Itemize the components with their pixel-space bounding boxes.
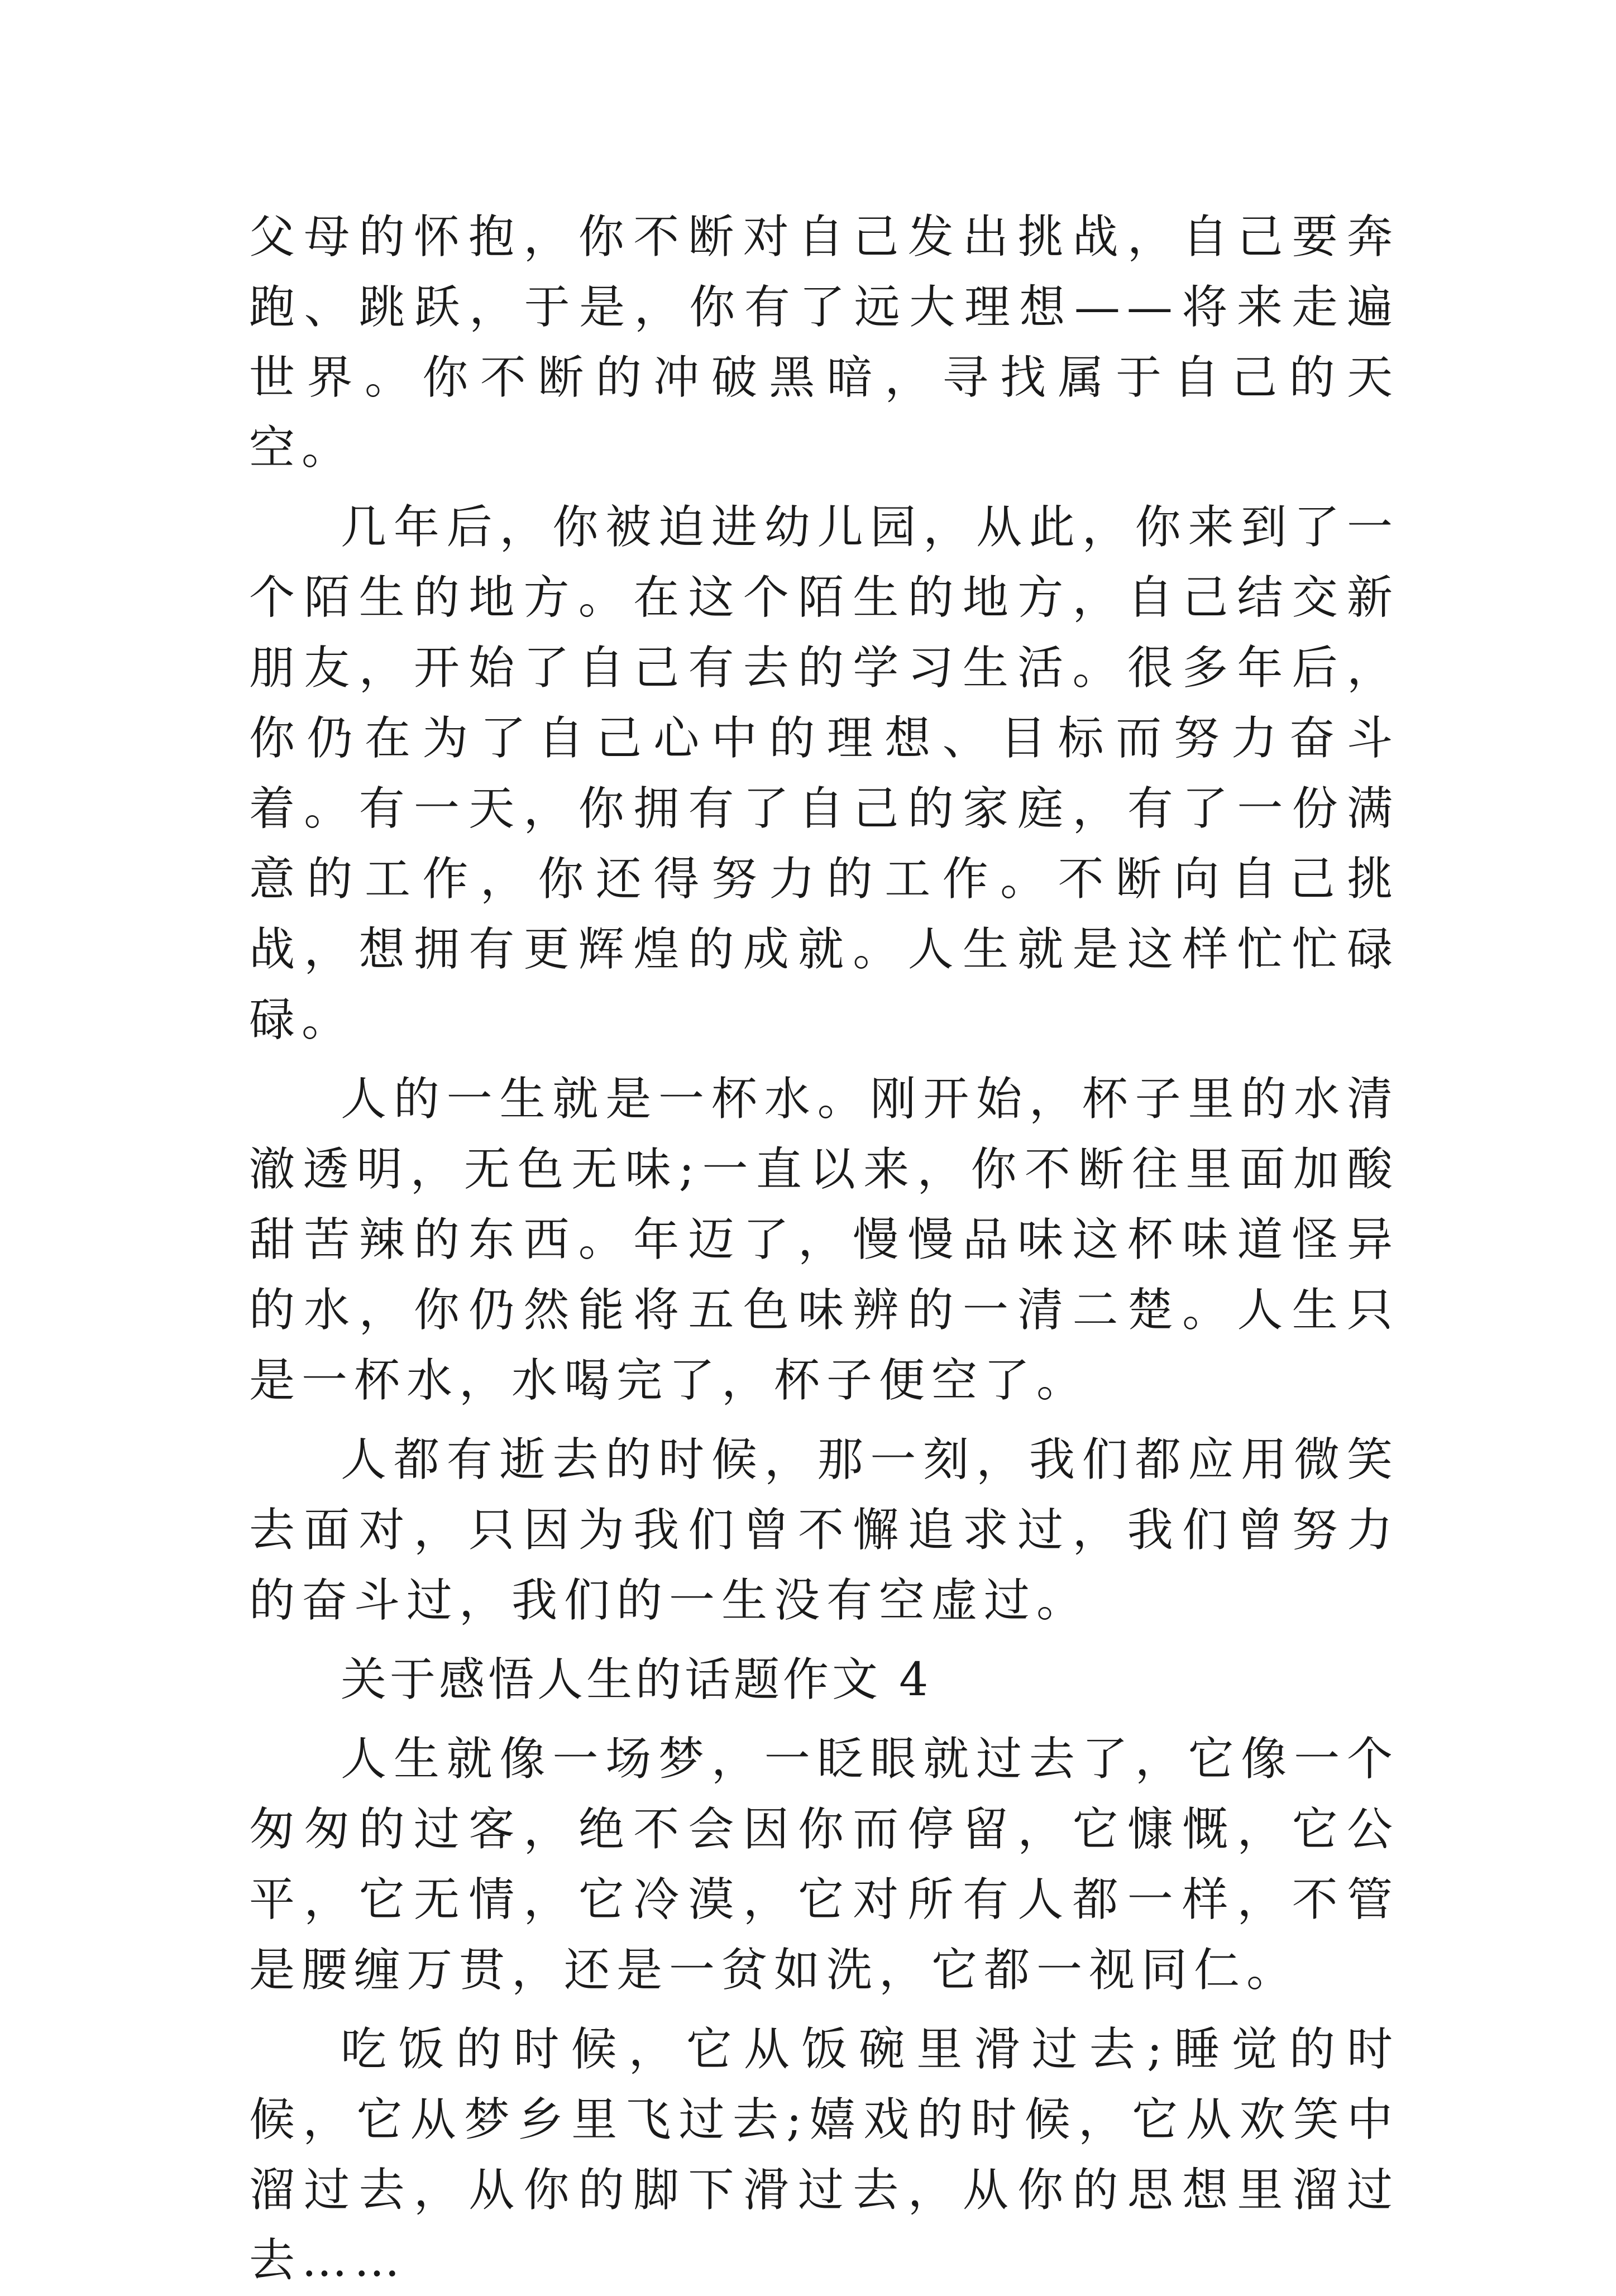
document-body <box>249 202 1399 2296</box>
paragraph-3: 人的一生就是一杯水。刚开始，杯子里的水清澈透明，无色无味;一直以来，你不断往里面加酸甜苦辣的东西。年迈了，慢慢品味这杯味道怪异的水，你仍然能将五色味辨的一清二楚。人生只是一杯水，水喝完了，杯子便空了。 <box>249 1073 1399 1407</box>
paragraph-5: 人生就像一场梦，一眨眼就过去了，它像一个匆匆的过客，绝不会因你而停留，它慷慨，它公平，它无情，它冷漠，它对所有人都一样，不管是腰缠万贯，还是一贫如洗，它都一视同仁。 <box>249 1733 1399 1997</box>
section-heading: 关于感悟人生的话题作文 4 <box>341 1653 932 1706</box>
paragraph-2: 几年后，你被迫进幼儿园，从此，你来到了一个陌生的地方。在这个陌生的地方，自己结交新朋友，开始了自己有去的学习生活。很多年后，你仍在为了自己心中的理想、目标而努力奋斗着。有一天，你拥有了自己的家庭，有了一份满意的工作，你还得努力的工作。不断向自己挑战，想拥有更辉煌的成就。人生就是这样忙忙碌碌。 <box>249 501 1399 1046</box>
paragraph-4: 人都有逝去的时候，那一刻，我们都应用微笑去面对，只因为我们曾不懈追求过，我们曾努力的奋斗过，我们的一生没有空虚过。 <box>249 1433 1399 1627</box>
paragraph-1: 父母的怀抱，你不断对自己发出挑战，自己要奔跑、跳跃，于是，你有了远大理想——将来走遍世界。你不断的冲破黑暗，寻找属于自己的天空。 <box>249 211 1399 475</box>
paragraph-6: 吃饭的时候，它从饭碗里滑过去;睡觉的时候，它从梦乡里飞过去;嬉戏的时候，它从欢笑中溜过去，从你的脚下滑过去，从你的思想里溜过去…… <box>249 2023 1399 2287</box>
